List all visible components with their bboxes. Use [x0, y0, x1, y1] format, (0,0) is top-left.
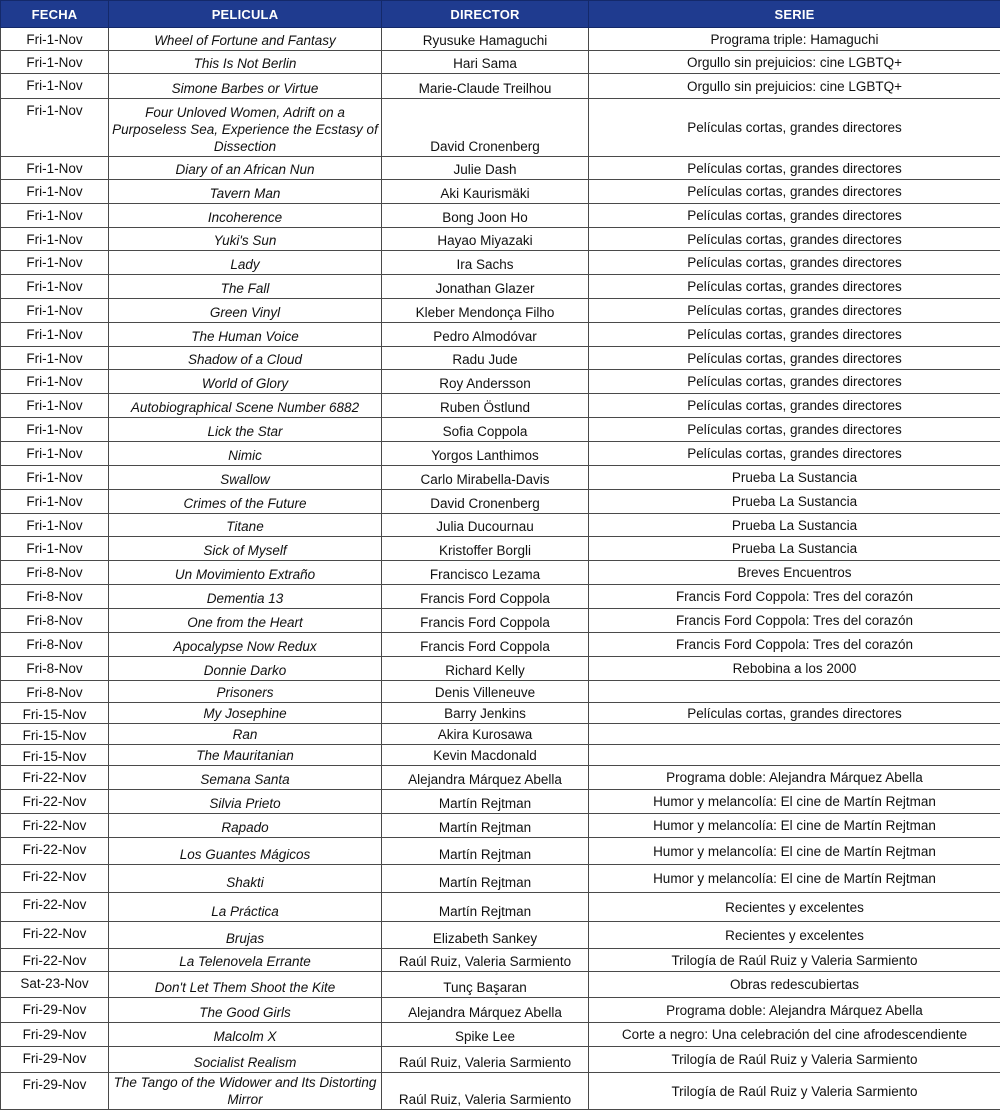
pelicula-cell: The Good Girls: [109, 998, 382, 1023]
director-cell: Jonathan Glazer: [382, 275, 589, 299]
director-cell: Aki Kaurismäki: [382, 180, 589, 204]
header-row: [1, 1, 1000, 28]
fecha-cell: Fri-1-Nov: [1, 514, 109, 537]
serie-cell: Francis Ford Coppola: Tres del corazón: [589, 585, 1000, 609]
table-row: [1, 228, 1000, 251]
pelicula-cell: Malcolm X: [109, 1023, 382, 1047]
pelicula-cell: Rapado: [109, 814, 382, 838]
table-row: [1, 1073, 1000, 1110]
pelicula-cell: Yuki's Sun: [109, 228, 382, 251]
serie-cell: Películas cortas, grandes directores: [589, 442, 1000, 466]
fecha-cell: Fri-1-Nov: [1, 228, 109, 251]
fecha-cell: Fri-22-Nov: [1, 893, 109, 922]
fecha-cell: Fri-1-Nov: [1, 74, 109, 99]
table-row: [1, 323, 1000, 347]
pelicula-cell: The Mauritanian: [109, 745, 382, 766]
director-cell: Barry Jenkins: [382, 703, 589, 724]
director-cell: Alejandra Márquez Abella: [382, 998, 589, 1023]
director-cell: Elizabeth Sankey: [382, 922, 589, 949]
table-row: [1, 724, 1000, 745]
pelicula-cell: Shakti: [109, 865, 382, 893]
fecha-cell: Fri-22-Nov: [1, 790, 109, 814]
fecha-cell: Fri-8-Nov: [1, 633, 109, 657]
table-row: [1, 814, 1000, 838]
director-cell: Martín Rejtman: [382, 838, 589, 865]
pelicula-cell: This Is Not Berlin: [109, 51, 382, 74]
header-director: DIRECTOR: [382, 1, 589, 28]
pelicula-cell: One from the Heart: [109, 609, 382, 633]
fecha-cell: Fri-1-Nov: [1, 442, 109, 466]
table-row: [1, 657, 1000, 681]
pelicula-cell: Un Movimiento Extraño: [109, 561, 382, 585]
pelicula-cell: Apocalypse Now Redux: [109, 633, 382, 657]
header-pelicula: PELICULA: [109, 1, 382, 28]
table-row: [1, 370, 1000, 394]
table-row: [1, 204, 1000, 228]
fecha-cell: Fri-1-Nov: [1, 28, 109, 51]
table-row: [1, 745, 1000, 766]
director-cell: Yorgos Lanthimos: [382, 442, 589, 466]
serie-cell: Francis Ford Coppola: Tres del corazón: [589, 633, 1000, 657]
director-cell: Roy Andersson: [382, 370, 589, 394]
serie-cell: Humor y melancolía: El cine de Martín Rejtman: [589, 790, 1000, 814]
director-cell: Carlo Mirabella-Davis: [382, 466, 589, 490]
table-row: [1, 347, 1000, 370]
table-row: [1, 893, 1000, 922]
table-row: [1, 1047, 1000, 1073]
director-cell: Kristoffer Borgli: [382, 537, 589, 561]
fecha-cell: Fri-15-Nov: [1, 724, 109, 745]
fecha-cell: Fri-8-Nov: [1, 585, 109, 609]
fecha-cell: Fri-8-Nov: [1, 681, 109, 703]
table-row: [1, 922, 1000, 949]
table-row: [1, 275, 1000, 299]
director-cell: Julia Ducournau: [382, 514, 589, 537]
fecha-cell: Fri-1-Nov: [1, 51, 109, 74]
pelicula-cell: Green Vinyl: [109, 299, 382, 323]
table-row: [1, 299, 1000, 323]
director-cell: Martín Rejtman: [382, 814, 589, 838]
serie-cell: Corte a negro: Una celebración del cine afrodescendiente: [589, 1023, 1000, 1047]
table-row: [1, 766, 1000, 790]
serie-cell: Obras redescubiertas: [589, 972, 1000, 998]
director-cell: Hari Sama: [382, 51, 589, 74]
serie-cell: Películas cortas, grandes directores: [589, 251, 1000, 275]
director-cell: David Cronenberg: [382, 490, 589, 514]
pelicula-cell: Swallow: [109, 466, 382, 490]
pelicula-cell: Simone Barbes or Virtue: [109, 74, 382, 99]
director-cell: Akira Kurosawa: [382, 724, 589, 745]
table-row: [1, 972, 1000, 998]
fecha-cell: Fri-22-Nov: [1, 949, 109, 972]
fecha-cell: Fri-8-Nov: [1, 609, 109, 633]
pelicula-cell: Four Unloved Women, Adrift on a Purposeless Sea, Experience the Ecstasy of Dissection: [109, 99, 382, 157]
director-cell: Pedro Almodóvar: [382, 323, 589, 347]
pelicula-cell: Silvia Prieto: [109, 790, 382, 814]
serie-cell: Películas cortas, grandes directores: [589, 228, 1000, 251]
table-row: [1, 561, 1000, 585]
fecha-cell: Fri-1-Nov: [1, 490, 109, 514]
fecha-cell: Fri-8-Nov: [1, 561, 109, 585]
fecha-cell: Fri-1-Nov: [1, 99, 109, 157]
serie-cell: [589, 681, 1000, 703]
director-cell: Raúl Ruiz, Valeria Sarmiento: [382, 949, 589, 972]
table-row: [1, 157, 1000, 180]
director-cell: Ruben Östlund: [382, 394, 589, 418]
fecha-cell: Fri-22-Nov: [1, 766, 109, 790]
table-row: [1, 514, 1000, 537]
director-cell: Ryusuke Hamaguchi: [382, 28, 589, 51]
serie-cell: Breves Encuentros: [589, 561, 1000, 585]
pelicula-cell: Shadow of a Cloud: [109, 347, 382, 370]
table-row: [1, 490, 1000, 514]
table-row: [1, 790, 1000, 814]
table-row: [1, 51, 1000, 74]
table-row: [1, 703, 1000, 724]
fecha-cell: Fri-1-Nov: [1, 466, 109, 490]
director-cell: Francis Ford Coppola: [382, 633, 589, 657]
fecha-cell: Fri-22-Nov: [1, 865, 109, 893]
fecha-cell: Fri-1-Nov: [1, 275, 109, 299]
table-row: [1, 998, 1000, 1023]
pelicula-cell: Brujas: [109, 922, 382, 949]
pelicula-cell: Los Guantes Mágicos: [109, 838, 382, 865]
fecha-cell: Fri-22-Nov: [1, 814, 109, 838]
serie-cell: Rebobina a los 2000: [589, 657, 1000, 681]
table-row: [1, 609, 1000, 633]
serie-cell: Francis Ford Coppola: Tres del corazón: [589, 609, 1000, 633]
serie-cell: [589, 724, 1000, 745]
header-fecha: FECHA: [1, 1, 109, 28]
table-row: [1, 585, 1000, 609]
serie-cell: Películas cortas, grandes directores: [589, 299, 1000, 323]
serie-cell: Humor y melancolía: El cine de Martín Rejtman: [589, 865, 1000, 893]
fecha-cell: Fri-22-Nov: [1, 922, 109, 949]
serie-cell: Programa triple: Hamaguchi: [589, 28, 1000, 51]
director-cell: Raúl Ruiz, Valeria Sarmiento: [382, 1073, 589, 1110]
pelicula-cell: Lick the Star: [109, 418, 382, 442]
table-row: [1, 466, 1000, 490]
serie-cell: Orgullo sin prejuicios: cine LGBTQ+: [589, 51, 1000, 74]
serie-cell: Películas cortas, grandes directores: [589, 370, 1000, 394]
table-row: [1, 99, 1000, 157]
pelicula-cell: La Telenovela Errante: [109, 949, 382, 972]
pelicula-cell: Don't Let Them Shoot the Kite: [109, 972, 382, 998]
serie-cell: Películas cortas, grandes directores: [589, 347, 1000, 370]
table-row: [1, 633, 1000, 657]
fecha-cell: Fri-1-Nov: [1, 251, 109, 275]
table-row: [1, 394, 1000, 418]
director-cell: Francisco Lezama: [382, 561, 589, 585]
pelicula-cell: Lady: [109, 251, 382, 275]
fecha-cell: Fri-1-Nov: [1, 180, 109, 204]
director-cell: Richard Kelly: [382, 657, 589, 681]
table-row: [1, 28, 1000, 51]
director-cell: David Cronenberg: [382, 99, 589, 157]
pelicula-cell: Wheel of Fortune and Fantasy: [109, 28, 382, 51]
pelicula-cell: Ran: [109, 724, 382, 745]
fecha-cell: Fri-1-Nov: [1, 418, 109, 442]
table-row: [1, 537, 1000, 561]
fecha-cell: Fri-1-Nov: [1, 347, 109, 370]
table-row: [1, 180, 1000, 204]
fecha-cell: Fri-1-Nov: [1, 204, 109, 228]
director-cell: Denis Villeneuve: [382, 681, 589, 703]
director-cell: Marie-Claude Treilhou: [382, 74, 589, 99]
pelicula-cell: Semana Santa: [109, 766, 382, 790]
serie-cell: Prueba La Sustancia: [589, 490, 1000, 514]
table-row: [1, 838, 1000, 865]
serie-cell: Recientes y excelentes: [589, 893, 1000, 922]
pelicula-cell: Nimic: [109, 442, 382, 466]
table-row: [1, 949, 1000, 972]
pelicula-cell: World of Glory: [109, 370, 382, 394]
director-cell: Alejandra Márquez Abella: [382, 766, 589, 790]
pelicula-cell: Dementia 13: [109, 585, 382, 609]
pelicula-cell: My Josephine: [109, 703, 382, 724]
serie-cell: Películas cortas, grandes directores: [589, 275, 1000, 299]
pelicula-cell: The Fall: [109, 275, 382, 299]
director-cell: Ira Sachs: [382, 251, 589, 275]
serie-cell: Orgullo sin prejuicios: cine LGBTQ+: [589, 74, 1000, 99]
table-row: [1, 1023, 1000, 1047]
fecha-cell: Fri-29-Nov: [1, 1073, 109, 1110]
pelicula-cell: Autobiographical Scene Number 6882: [109, 394, 382, 418]
table-row: [1, 418, 1000, 442]
pelicula-cell: Incoherence: [109, 204, 382, 228]
director-cell: Martín Rejtman: [382, 790, 589, 814]
pelicula-cell: Sick of Myself: [109, 537, 382, 561]
director-cell: Martín Rejtman: [382, 865, 589, 893]
pelicula-cell: The Tango of the Widower and Its Distorting Mirror: [109, 1073, 382, 1110]
director-cell: Spike Lee: [382, 1023, 589, 1047]
pelicula-cell: Socialist Realism: [109, 1047, 382, 1073]
serie-cell: Películas cortas, grandes directores: [589, 180, 1000, 204]
director-cell: Bong Joon Ho: [382, 204, 589, 228]
serie-cell: [589, 745, 1000, 766]
pelicula-cell: The Human Voice: [109, 323, 382, 347]
director-cell: Kevin Macdonald: [382, 745, 589, 766]
fecha-cell: Fri-15-Nov: [1, 703, 109, 724]
director-cell: Kleber Mendonça Filho: [382, 299, 589, 323]
serie-cell: Prueba La Sustancia: [589, 537, 1000, 561]
pelicula-cell: Donnie Darko: [109, 657, 382, 681]
fecha-cell: Fri-1-Nov: [1, 537, 109, 561]
fecha-cell: Fri-1-Nov: [1, 394, 109, 418]
serie-cell: Películas cortas, grandes directores: [589, 204, 1000, 228]
serie-cell: Programa doble: Alejandra Márquez Abella: [589, 766, 1000, 790]
pelicula-cell: Titane: [109, 514, 382, 537]
director-cell: Francis Ford Coppola: [382, 585, 589, 609]
serie-cell: Películas cortas, grandes directores: [589, 418, 1000, 442]
serie-cell: Películas cortas, grandes directores: [589, 394, 1000, 418]
table-row: [1, 681, 1000, 703]
pelicula-cell: Crimes of the Future: [109, 490, 382, 514]
fecha-cell: Fri-29-Nov: [1, 1023, 109, 1047]
serie-cell: Películas cortas, grandes directores: [589, 703, 1000, 724]
table-body: [1, 28, 1000, 1110]
director-cell: Hayao Miyazaki: [382, 228, 589, 251]
table-row: [1, 442, 1000, 466]
serie-cell: Humor y melancolía: El cine de Martín Rejtman: [589, 838, 1000, 865]
fecha-cell: Sat-23-Nov: [1, 972, 109, 998]
serie-cell: Prueba La Sustancia: [589, 514, 1000, 537]
director-cell: Martín Rejtman: [382, 893, 589, 922]
pelicula-cell: Diary of an African Nun: [109, 157, 382, 180]
fecha-cell: Fri-8-Nov: [1, 657, 109, 681]
director-cell: Julie Dash: [382, 157, 589, 180]
pelicula-cell: La Práctica: [109, 893, 382, 922]
fecha-cell: Fri-15-Nov: [1, 745, 109, 766]
director-cell: Radu Jude: [382, 347, 589, 370]
fecha-cell: Fri-22-Nov: [1, 838, 109, 865]
serie-cell: Trilogía de Raúl Ruiz y Valeria Sarmiento: [589, 1073, 1000, 1110]
serie-cell: Programa doble: Alejandra Márquez Abella: [589, 998, 1000, 1023]
serie-cell: Películas cortas, grandes directores: [589, 99, 1000, 157]
director-cell: Tunç Başaran: [382, 972, 589, 998]
serie-cell: Trilogía de Raúl Ruiz y Valeria Sarmiento: [589, 949, 1000, 972]
serie-cell: Recientes y excelentes: [589, 922, 1000, 949]
director-cell: Sofia Coppola: [382, 418, 589, 442]
table-row: [1, 74, 1000, 99]
serie-cell: Películas cortas, grandes directores: [589, 323, 1000, 347]
director-cell: Francis Ford Coppola: [382, 609, 589, 633]
table-row: [1, 251, 1000, 275]
table-row: [1, 865, 1000, 893]
header-serie: SERIE: [589, 1, 1000, 28]
serie-cell: Humor y melancolía: El cine de Martín Rejtman: [589, 814, 1000, 838]
fecha-cell: Fri-1-Nov: [1, 299, 109, 323]
fecha-cell: Fri-29-Nov: [1, 1047, 109, 1073]
fecha-cell: Fri-1-Nov: [1, 323, 109, 347]
fecha-cell: Fri-1-Nov: [1, 370, 109, 394]
serie-cell: Películas cortas, grandes directores: [589, 157, 1000, 180]
pelicula-cell: Tavern Man: [109, 180, 382, 204]
serie-cell: Prueba La Sustancia: [589, 466, 1000, 490]
fecha-cell: Fri-1-Nov: [1, 157, 109, 180]
director-cell: Raúl Ruiz, Valeria Sarmiento: [382, 1047, 589, 1073]
fecha-cell: Fri-29-Nov: [1, 998, 109, 1023]
serie-cell: Trilogía de Raúl Ruiz y Valeria Sarmiento: [589, 1047, 1000, 1073]
pelicula-cell: Prisoners: [109, 681, 382, 703]
